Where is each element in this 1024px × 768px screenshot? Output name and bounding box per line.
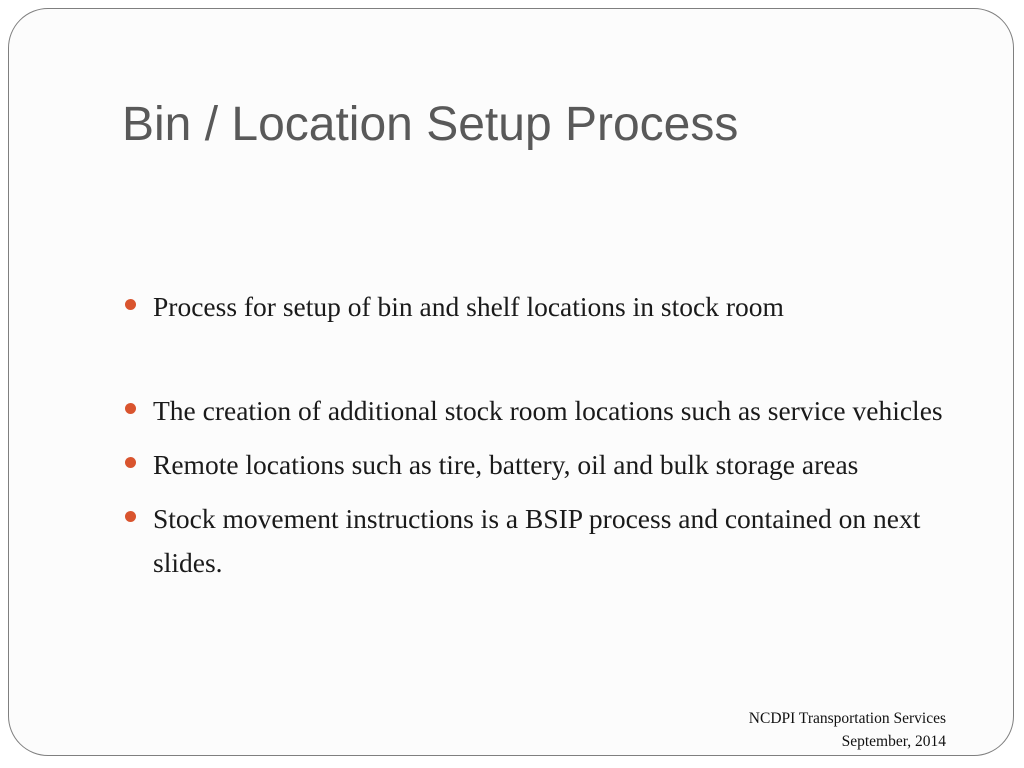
slide-frame <box>8 8 1014 756</box>
bullet-text: The creation of additional stock room locations such as service vehicles <box>153 395 943 426</box>
bullet-item-additional-locations <box>125 389 975 433</box>
bullet-item-stock-movement <box>125 497 975 585</box>
slide-title: Bin / Location Setup Process <box>122 98 739 151</box>
footer-organization: NCDPI Transportation Services <box>748 710 946 727</box>
bullet-item-remote-locations <box>125 443 975 487</box>
bullet-dot-icon <box>125 403 136 414</box>
bullet-text: Remote locations such as tire, battery, oil and bulk storage areas <box>153 449 859 480</box>
bullet-text: Process for setup of bin and shelf locations in stock room <box>153 291 784 322</box>
bullet-text: Stock movement instructions is a BSIP process and contained on next slides. <box>153 503 921 578</box>
bullet-list <box>125 285 975 585</box>
bullet-item-setup <box>125 285 975 329</box>
slide-footer <box>749 707 946 753</box>
bullet-dot-icon <box>125 511 136 522</box>
footer-date: September, 2014 <box>841 733 946 750</box>
bullet-dot-icon <box>125 299 136 310</box>
bullet-dot-icon <box>125 457 136 468</box>
